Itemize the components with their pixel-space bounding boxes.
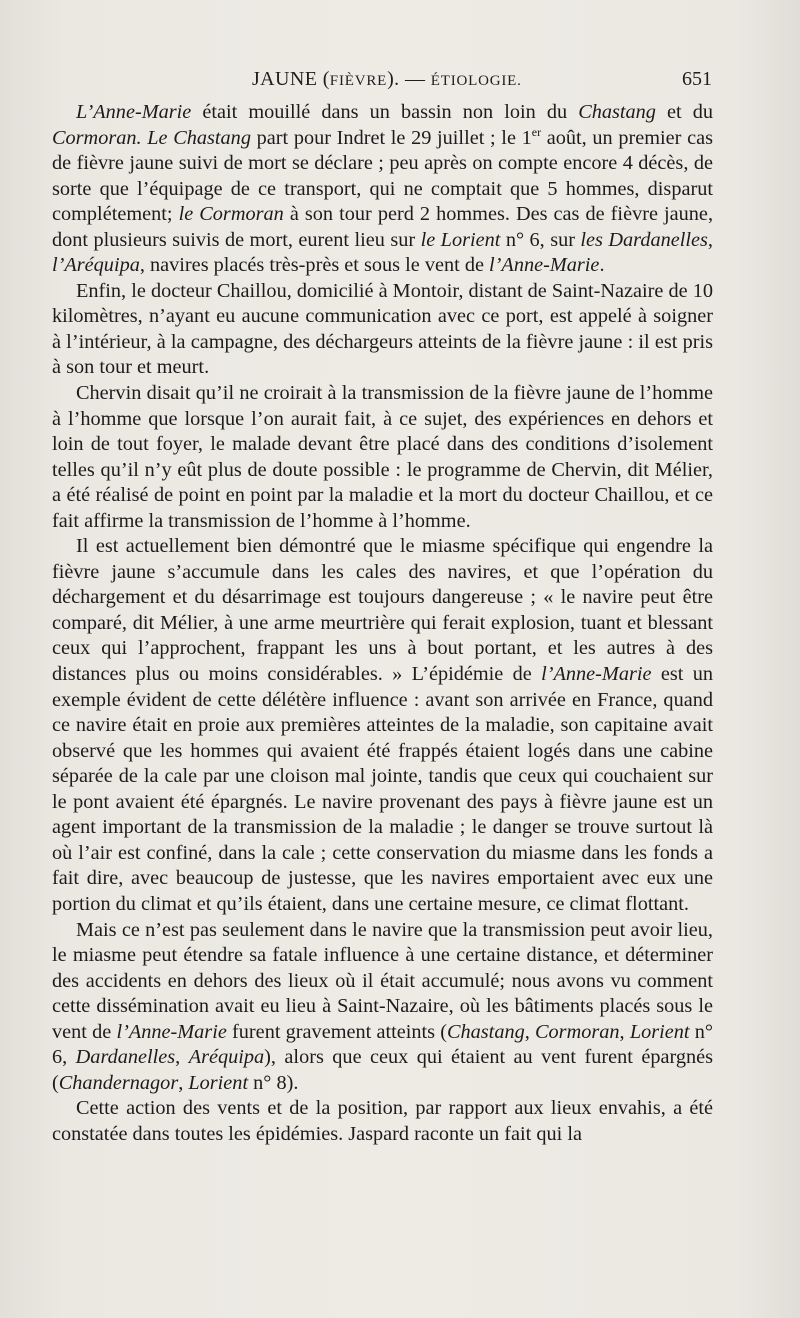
title-fievre: FIÈVRE (329, 73, 388, 89)
paragraph-6: Cette action des vents et de la position, par rapport aux lieux envahis, a été constatée dans toutes les épidémies. Jaspard raconte un fait qui la (52, 1097, 713, 1145)
ship-name: Cormoran. Le Chastang (52, 126, 251, 149)
title-main: JAUNE ( (252, 68, 330, 90)
text-run: , (619, 1020, 630, 1043)
ship-name: Lorient (629, 1020, 690, 1043)
paragraph-3: Chervin disait qu’il ne croirait à la transmission de la fièvre jaune de l’homme à l’homme que lorsque l’on aurait fait, à ce sujet, des expériences en dehors et loin de tout foyer, le malade devant être placé dans des conditions d’isolement telles qu’il n’y eût plus de doute possible : le programme de Chervin, dit Mélier, a été réalisé de point en point par la maladie et la mort du docteur Chaillou, et ce fait affirme la transmission de l’homme à l’homme. (52, 382, 713, 532)
text-run: , (175, 1046, 189, 1069)
text-run: n° 8). (248, 1071, 299, 1094)
body-text (52, 100, 713, 1147)
text-run: et du (655, 101, 714, 123)
title-separator: ). — (387, 68, 431, 90)
ship-name: L’Anne-Marie (76, 101, 192, 123)
text-run: ), alors que ceux qui étaient au vent furent épargnés ( (52, 1046, 714, 1094)
ship-name: l’Anne-Marie (541, 663, 652, 686)
paragraph-1 (52, 100, 713, 279)
paragraph-5 (52, 918, 713, 1097)
ship-name: les Dardanelles (580, 228, 708, 251)
ship-name: Aréquipa (188, 1046, 265, 1069)
ship-name: Chastang (446, 1020, 525, 1043)
ship-name: le Lorient (420, 228, 501, 251)
running-header (52, 68, 712, 92)
running-title (252, 68, 522, 91)
text-run: n° 6, (52, 1020, 713, 1069)
text-run: août, un premier cas de fièvre jaune suivi de mort se déclare ; peu après on compte encore 4 décès, de sorte que l’équipage de ce transport, qui ne comptait que 5 hommes, disparut complétement; (52, 126, 713, 226)
title-etiologie: ÉTIOLOGIE. (430, 73, 522, 89)
text-run: était mouillé dans un bassin non loin du (191, 101, 579, 123)
text-run: , navires placés très-près et sous le vent de (139, 254, 490, 277)
page-number: 651 (682, 68, 712, 90)
text-run: furent gravement atteints ( (226, 1020, 447, 1043)
text-run: Mais ce n’est pas seulement dans le navire que la transmission peut avoir lieu, le miasme peut étendre sa fatale influence à une certaine distance, et déterminer des accidents en dehors des lieux où il était accumulé; nous avons vu comment cette dissémination avait eu lieu à Saint-Nazaire, où les bâtiments placés sous le vent de (52, 918, 713, 1043)
text-run: n° 6, sur (500, 228, 581, 251)
text-run: à son tour perd 2 hommes. Des cas de fièvre jaune, dont plusieurs suivis de mort, eurent lieu sur (52, 203, 714, 251)
ship-name: l’Aréquipa (52, 254, 140, 277)
ship-name: Lorient (188, 1071, 249, 1094)
text-run: , (524, 1020, 536, 1043)
text-run: , (178, 1071, 189, 1094)
ship-name: Dardanelles (75, 1046, 176, 1069)
text-run: Il est actuellement bien démontré que le miasme spécifique qui engendre la fièvre jaune s’accumule dans les cales des navires, et que l’opération du déchargement et du désarrimage est toujours dangereuse ; « le navire peut être comparé, dit Mélier, à une arme meurtrière qui ferait explosion, tuant et blessant ceux qui l’approchent, frappant les uns à bout portant, et les autres à des distances plus ou moins considérables. » L’épidémie de (52, 535, 713, 686)
ship-name: Chandernagor (58, 1071, 179, 1094)
text-run: part pour Indret le 29 juillet ; le 1 (250, 126, 532, 149)
text-run: , (707, 228, 713, 251)
paragraph-2: Enfin, le docteur Chaillou, domicilié à Montoir, distant de Saint-Nazaire de 10 kilomètres, n’ayant eu aucune communication avec ce port, est appelé à soigner à l’intérieur, à la campagne, des déchargeurs atteints de la fièvre jaune : il est pris à son tour et meurt. (52, 279, 713, 379)
ship-name: Chastang (578, 101, 656, 123)
text-run: est un exemple évident de cette délétère influence : avant son arrivée en France, quand ce navire était en proie aux premières atteintes de la maladie, son capitaine avait observé que les hommes qui avaient été frappés étaient logés dans une cabine séparée de la cale par une cloison mal jointe, tandis que ceux qui couchaient sur le pont avaient été épargnés. Le navire provenant des pays à fièvre jaune est un agent important de la transmission de la maladie ; le danger se trouve surtout là où l’air est confiné, dans la cale ; cette conservation du miasme dans les fonds a fait dire, avec beaucoup de justesse, que les navires emportaient avec eux une portion du climat et qu’ils étaient, dans une certaine mesure, ce climat flottant. (52, 663, 713, 915)
ship-name: Cormoran (535, 1020, 620, 1043)
text-run: . (599, 254, 605, 277)
paragraph-4 (52, 534, 713, 917)
ship-name: l’Anne-Marie (116, 1020, 227, 1043)
ship-name: le Cormoran (178, 203, 284, 226)
ordinal-superscript: er (531, 124, 542, 139)
ship-name: l’Anne-Marie (489, 254, 600, 277)
